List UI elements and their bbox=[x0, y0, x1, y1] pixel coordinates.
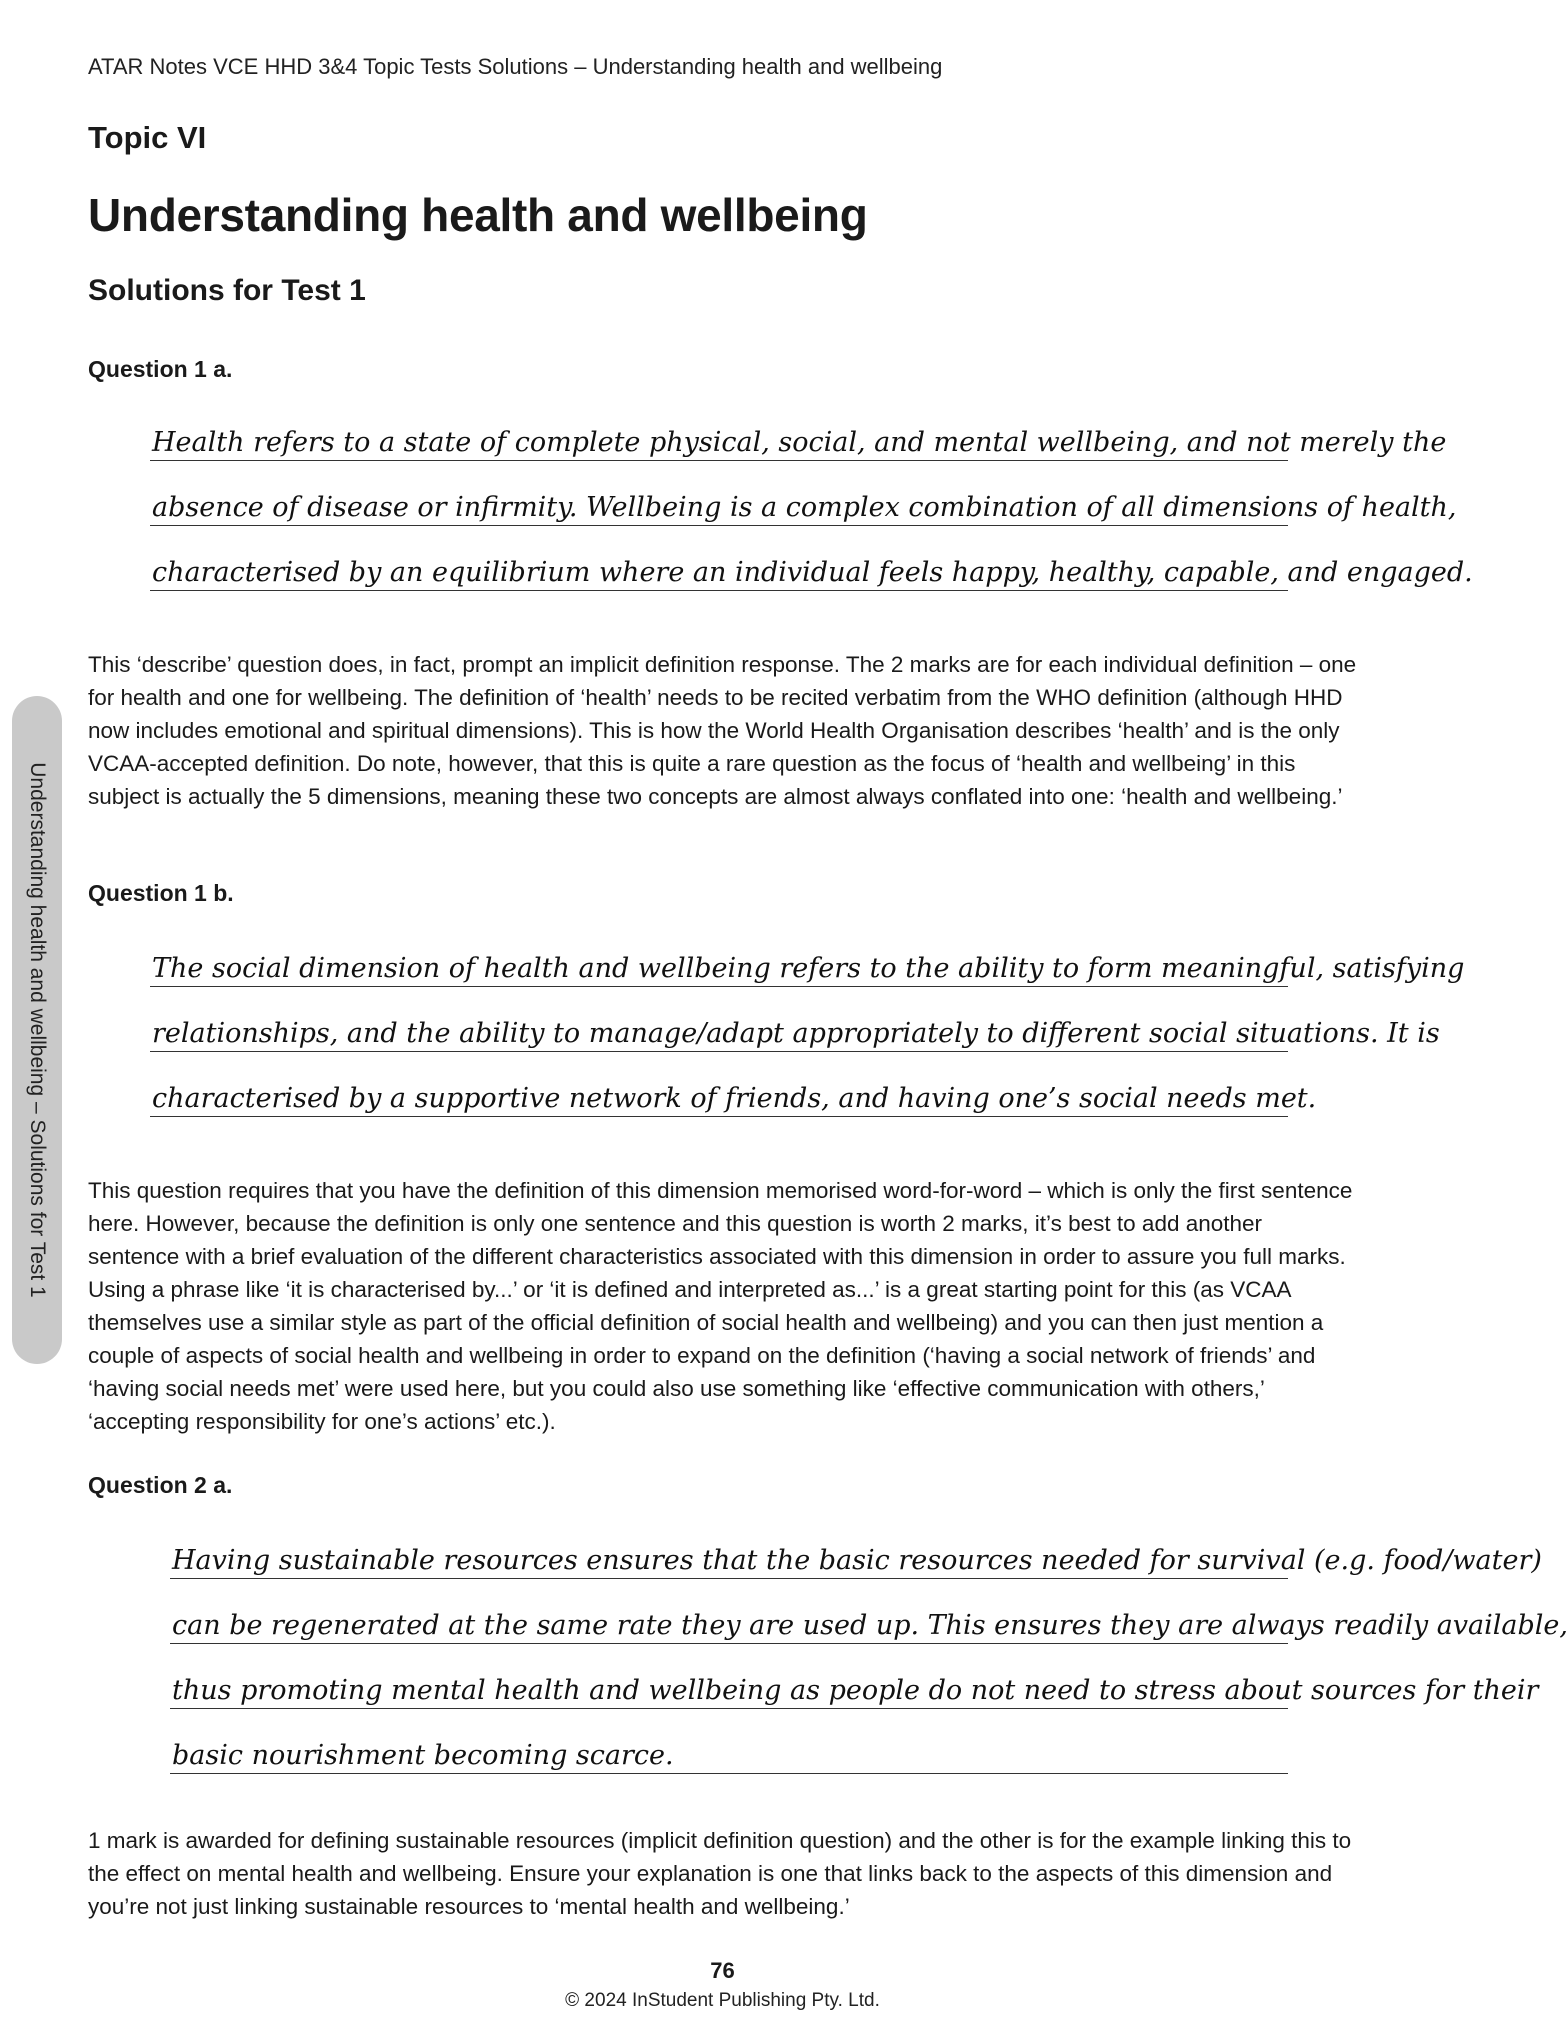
question-1a-heading: Question 1 a. bbox=[88, 356, 233, 382]
question-1b-heading: Question 1 b. bbox=[88, 880, 234, 906]
running-header: ATAR Notes VCE HHD 3&4 Topic Tests Solutions – Understanding health and wellbeing bbox=[88, 54, 943, 79]
question-2a-explanation: 1 mark is awarded for defining sustainable resources (implicit definition question) and the other is for the example linking this to the effect on mental health and wellbeing. Ensure your explanation is one that links back to the aspects of this dimension and you’re not just linking sustainable resources to ‘mental health and wellbeing.’ bbox=[88, 1828, 1352, 1919]
side-tab-label: Understanding health and wellbeing – Solutions for Test 1 bbox=[26, 762, 49, 1298]
answer-line bbox=[150, 461, 1457, 526]
question-1a-explanation: This ‘describe’ question does, in fact, prompt an implicit definition response. The 2 marks are for each individual definition – one for health and one for wellbeing. The definition of ‘health’ needs to be recited verbatim from the WHO definition (although HHD now includes emotional and spiritual dimensions). This is how the World Health Organisation describes ‘health’ and is the only VCAA-accepted definition. Do note, however, that this is quite a rare question as the focus of ‘health and wellbeing’ in this subject is actually the 5 dimensions, meaning these two concepts are almost always conflated into one: ‘health and wellbeing.’ bbox=[88, 652, 1357, 809]
answer-line-text: Health refers to a state of complete physical, social, and mental wellbeing, and not merely the bbox=[152, 427, 1447, 458]
answer-line-text: Having sustainable resources ensures that the basic resources needed for survival (e.g. food/water) bbox=[172, 1545, 1542, 1576]
page-number: 76 bbox=[710, 1958, 735, 1983]
answer-line bbox=[170, 1709, 1288, 1774]
answer-line bbox=[170, 1579, 1568, 1644]
answer-line bbox=[150, 1052, 1317, 1117]
side-tab bbox=[12, 696, 62, 1364]
answer-line-text: The social dimension of health and wellbeing refers to the ability to form meaningful, satisfying bbox=[152, 953, 1465, 984]
answer-line-text: can be regenerated at the same rate they are used up. This ensures they are always readily available, bbox=[172, 1610, 1568, 1641]
copyright-notice: © 2024 InStudent Publishing Pty. Ltd. bbox=[565, 1990, 880, 2011]
question-1b-handwritten-answer bbox=[150, 922, 1465, 1117]
question-1b-explanation: This question requires that you have the definition of this dimension memorised word-for-word – which is only the first sentence here. However, because the definition is only one sentence and this question is worth 2 marks, it’s best to add another sentence with a brief evaluation of the different characteristics associated with this dimension in order to assure you full marks. Using a phrase like ‘it is characterised by...’ or ‘it is defined and interpreted as...’ is a great starting point for this (as VCAA themselves use a similar style as part of the official definition of social health and wellbeing) and you can then just mention a couple of aspects of social health and wellbeing in order to expand on the definition (‘having a social network of friends’ and ‘having social needs met’ were used here, but you could also use something like ‘effective communication with others,’ ‘accepting responsibility for one’s actions’ etc.). bbox=[88, 1178, 1353, 1434]
question-1a-handwritten-answer bbox=[150, 396, 1473, 591]
answer-line bbox=[170, 1644, 1539, 1709]
question-2a-handwritten-answer bbox=[170, 1514, 1568, 1774]
question-2a-heading: Question 2 a. bbox=[88, 1472, 233, 1498]
answer-line-text: characterised by an equilibrium where an individual feels happy, healthy, capable, and engaged. bbox=[152, 557, 1473, 588]
answer-line bbox=[150, 987, 1440, 1052]
answer-line bbox=[150, 526, 1473, 591]
answer-line bbox=[150, 396, 1447, 461]
answer-line bbox=[150, 922, 1465, 987]
topic-label: Topic VI bbox=[88, 120, 207, 155]
answer-line-text: thus promoting mental health and wellbeing as people do not need to stress about sources for their bbox=[172, 1675, 1539, 1706]
answer-line-text: absence of disease or infirmity. Wellbeing is a complex combination of all dimensions of health, bbox=[152, 492, 1457, 523]
answer-line-text: characterised by a supportive network of friends, and having one’s social needs met. bbox=[152, 1083, 1317, 1114]
page-subtitle: Solutions for Test 1 bbox=[88, 274, 366, 307]
page-title: Understanding health and wellbeing bbox=[88, 189, 868, 241]
answer-line bbox=[170, 1514, 1542, 1579]
answer-line-text: basic nourishment becoming scarce. bbox=[172, 1740, 674, 1771]
answer-line-text: relationships, and the ability to manage/adapt appropriately to different social situations. It is bbox=[152, 1018, 1440, 1049]
